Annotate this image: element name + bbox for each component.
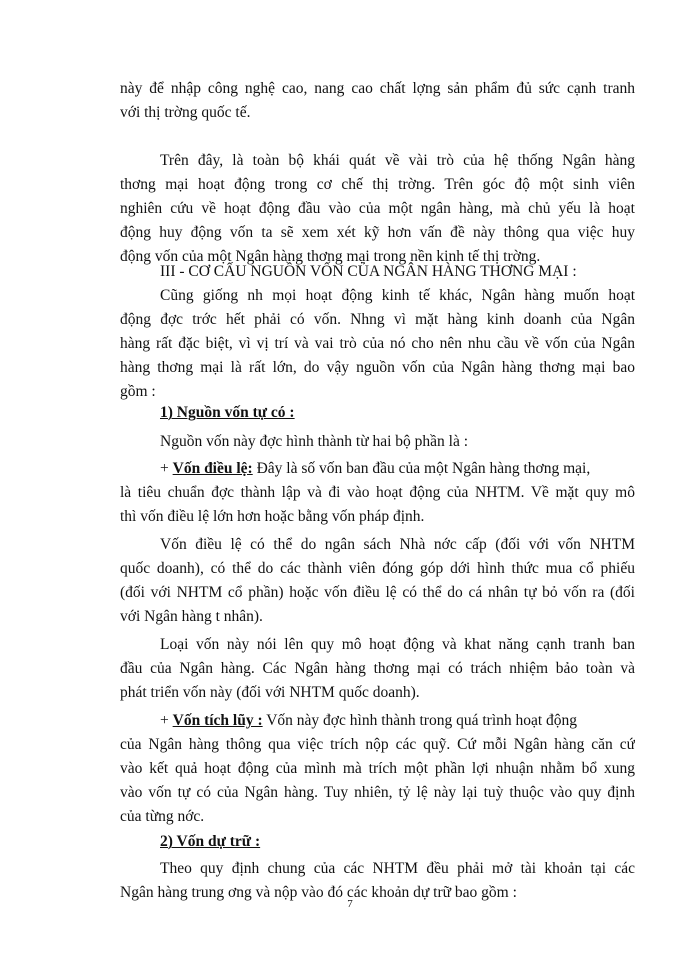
text-line: (đối với NHTM cổ phần) hoặc vốn điều lệ có thể do cá nhân tự bỏ vốn ra (đối [120, 584, 635, 601]
text-line: Trên đây, là toàn bộ khái quát về vài trò của hệ thống Ngân hàng [160, 152, 635, 169]
text-line: này để nhập công nghệ cao, nang cao chất lợng sản phẩm đủ sức cạnh tranh [120, 80, 635, 97]
bullet-prefix: + [160, 460, 173, 477]
text-line: hàng rất đặc biệt, vì vị trí và vai trò của nó cho nên nhu cầu về vốn của Ngân [120, 335, 635, 352]
section-heading: III - CƠ CẤU NGUỒN VỐN CỦA NGÂN HÀNG THƠNG MẠI : [160, 263, 577, 280]
text-line: là tiêu chuẩn đợc thành lập và đi vào hoạt động của NHTM. Về mặt quy mô [120, 484, 635, 501]
subsection-heading: 2) Vốn dự trữ : [160, 833, 261, 850]
text-line: thì vốn điều lệ lớn hơn hoặc bằng vốn pháp định. [120, 508, 425, 525]
text-line [160, 709, 635, 733]
text-line: gồm : [120, 383, 156, 400]
text-line: Theo quy định chung của các NHTM đều phải mở tài khoản tại các [160, 860, 635, 877]
text-line [160, 457, 635, 481]
term-label: Vốn tích lũy : [172, 712, 263, 729]
text-line: quốc doanh), có thể do các thành viên đóng góp dới hình thức mua cổ phiếu [120, 560, 635, 577]
text-line: phát triển vốn này (đối với NHTM quốc doanh). [120, 684, 420, 701]
text-line: đầu của Ngân hàng. Các Ngân hàng thơng mại có trách nhiệm bảo toàn và [120, 660, 635, 677]
text-line: động huy động vốn ta sẽ xem xét kỹ hơn vấn đề này thông qua việc huy [120, 224, 635, 241]
text-line: Loại vốn này nói lên quy mô hoạt động và khat năng cạnh tranh ban [160, 636, 635, 653]
text-line: với Ngân hàng t nhân). [120, 608, 263, 625]
text-line: vào vốn tự có của Ngân hàng. Tuy nhiên, tỷ lệ này lại tuỳ thuộc vào quy định [120, 784, 635, 801]
text-line: Cũng giống nh mọi hoạt động kinh tế khác, Ngân hàng muốn hoạt [160, 287, 635, 304]
text-line: vào kết quả hoạt động của mình mà trích một phần lợi nhuận nhằm bổ xung [120, 760, 635, 777]
subsection-heading: 1) Nguồn vốn tự có : [160, 404, 295, 421]
text-run: Vốn này đợc hình thành trong quá trình hoạt động [266, 712, 578, 729]
text-line: của từng nớc. [120, 808, 205, 825]
text-line: nghiên cứu về hoạt động đầu vào của một ngân hàng, mà chủ yếu là hoạt [120, 200, 635, 217]
text-line: hàng thơng mại là rất lớn, do vậy nguồn vốn của Ngân hàng thơng mại bao [120, 359, 635, 376]
text-line: Nguồn vốn này đợc hình thành từ hai bộ phần là : [160, 433, 469, 450]
text-line: thơng mại hoạt động trong cơ chế thị trờng. Trên góc độ một sinh viên [120, 176, 635, 193]
text-line: Vốn điều lệ có thể do ngân sách Nhà nớc cấp (đối với vốn NHTM [160, 536, 635, 553]
term-label: Vốn điều lệ: [172, 460, 253, 477]
text-line: với thị trờng quốc tế. [120, 104, 251, 121]
text-line: của Ngân hàng thông qua việc trích nộp các quỹ. Cứ mỗi Ngân hàng căn cứ [120, 736, 635, 753]
page-number: 7 [347, 898, 353, 910]
text-line: động vốn của một Ngân hàng thơng mại trong nền kinh tế thị trờng. [120, 248, 541, 265]
text-line: Ngân hàng trung ơng và nộp vào đó các khoản dự trữ bao gồm : [120, 884, 517, 901]
text-line: động đợc trớc hết phải có vốn. Nhng vì mặt hàng kinh doanh của Ngân [120, 311, 635, 328]
bullet-prefix: + [160, 712, 173, 729]
text-run: Đây là số vốn ban đầu của một Ngân hàng thơng mại, [256, 460, 591, 477]
